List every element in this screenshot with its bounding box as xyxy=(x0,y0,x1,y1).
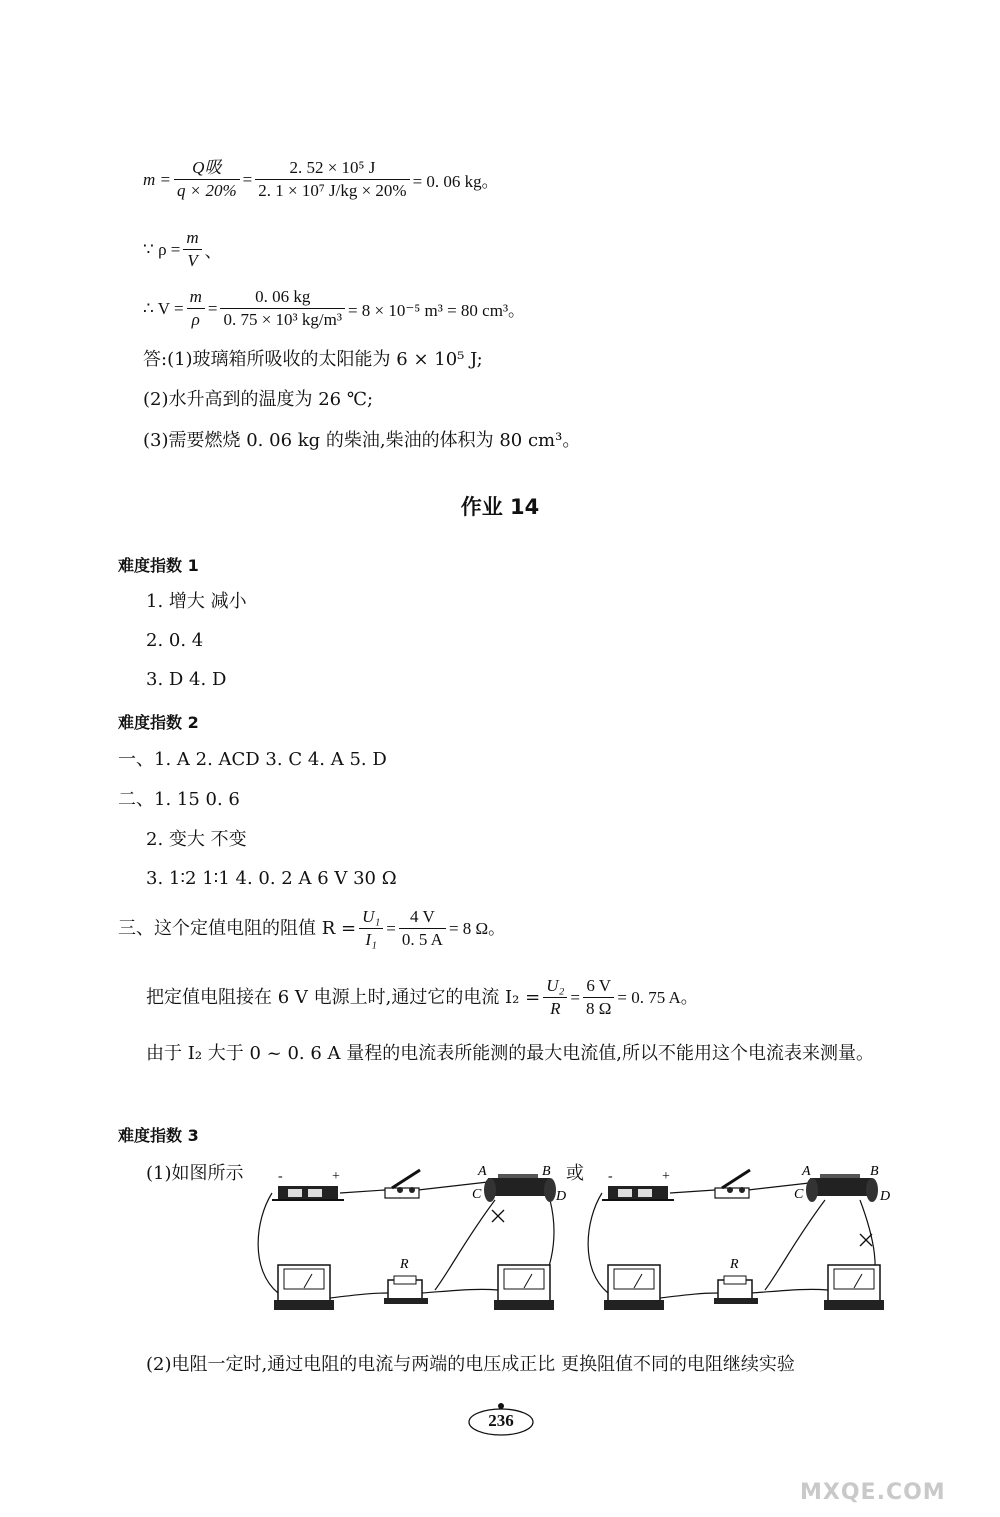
difficulty-3-heading: 难度指数 3 xyxy=(118,1126,199,1145)
d2-part-2-2: 2. 变大 不变 xyxy=(146,829,247,850)
voltmeter-icon xyxy=(604,1265,664,1310)
m-eq-lhs: m = xyxy=(143,169,171,189)
difficulty-1-heading: 难度指数 1 xyxy=(118,556,199,575)
d2-part-2-1: 二、1. 15 0. 6 xyxy=(118,789,240,810)
battery-icon xyxy=(272,1186,344,1200)
d1-answer-1: 1. 增大 减小 xyxy=(146,591,247,612)
page-number-badge xyxy=(466,1402,536,1438)
svg-text:A: A xyxy=(478,1164,487,1179)
svg-text:C: C xyxy=(794,1187,804,1202)
or-label: 或 xyxy=(566,1163,584,1184)
svg-text:C: C xyxy=(472,1187,482,1202)
d1-answer-2: 2. 0. 4 xyxy=(146,630,204,651)
mass-equation: m = $\frac{\text{Q吸}}{q \times 20\%}$ = $\frac{\text{2. 52 × 10⁵ J}}{\text{2. 1 × 10⁷ J/kg × 20\%}}$ = 0. 06 kg。 xyxy=(143,158,499,200)
plus-label: + xyxy=(332,1169,340,1184)
m-eq-result: = 0. 06 kg。 xyxy=(412,172,499,191)
circuit-diagram-1 xyxy=(250,1160,570,1340)
page-number: 236 xyxy=(488,1411,514,1430)
fraction-q-over-q20: $\frac{\text{Q吸}}{q \times 20\%}$ xyxy=(174,158,240,201)
q2-answer: (2)电阻一定时,通过电阻的电流与两端的电压成正比 更换阻值不同的电阻继续实验 xyxy=(146,1354,795,1375)
circuit-diagram-2 xyxy=(580,1160,900,1340)
answer-line-2: (2)水升高到的温度为 26 ℃; xyxy=(143,389,374,410)
cross-mark-icon xyxy=(860,1234,872,1246)
minus-label: - xyxy=(278,1169,283,1184)
difficulty-2-heading: 难度指数 2 xyxy=(118,713,199,732)
section-title: 作业 14 xyxy=(460,495,540,519)
resistor-icon xyxy=(714,1276,758,1304)
switch-icon xyxy=(715,1170,750,1198)
q1-label: (1)如图所示 xyxy=(146,1163,244,1184)
ammeter-icon xyxy=(494,1265,554,1310)
rheostat-icon xyxy=(806,1174,878,1202)
cross-mark-icon xyxy=(492,1210,504,1222)
d2-part-3-line-1: 三、这个定值电阻的阻值 R = $\frac{\text{U₁}}{\text{I₁}}$ = $\frac{4 V}{0. 5 A}$ = 8 Ω。 xyxy=(118,907,506,949)
volume-equation: ∴ V = $\frac{m}{\rho}$ = $\frac{0. 06 kg}{\text{0. 75 × 10³ kg/m³}}$ = 8 × 10⁻⁵ m³ = 80 cm³。 xyxy=(143,287,526,329)
svg-text:A: A xyxy=(802,1164,811,1179)
svg-text:B: B xyxy=(542,1164,551,1179)
svg-text:D: D xyxy=(880,1189,891,1204)
svg-text:-: - xyxy=(608,1169,613,1184)
d2-part-3-line-3: 由于 I₂ 大于 0 ~ 0. 6 A 量程的电流表所能测的最大电流值,所以不能用这个电流表来测量。 xyxy=(146,1043,874,1064)
d2-part-1: 一、1. A 2. ACD 3. C 4. A 5. D xyxy=(118,749,387,770)
d2-part-2-3: 3. 1∶2 1∶1 4. 0. 2 A 6 V 30 Ω xyxy=(146,868,397,889)
voltmeter-icon xyxy=(274,1265,334,1310)
resistor-icon xyxy=(384,1276,428,1304)
density-equation: ∵ ρ = $\frac{m}{V}$ 、 xyxy=(143,228,222,270)
answer-line-1: 答:(1)玻璃箱所吸收的太阳能为 6 × 10⁵ J; xyxy=(143,349,483,370)
svg-text:R: R xyxy=(730,1257,739,1272)
switch-icon xyxy=(385,1170,420,1198)
battery-icon xyxy=(602,1186,674,1200)
svg-text:D: D xyxy=(556,1189,567,1204)
fraction-heat-values: $\frac{\text{2. 52 × 10⁵ J}}{\text{2. 1 × 10⁷ J/kg × 20\%}}$ xyxy=(255,158,409,201)
watermark: MXQE.COM xyxy=(800,1480,946,1505)
d1-answer-3: 3. D 4. D xyxy=(146,669,227,690)
svg-text:R: R xyxy=(400,1257,409,1272)
svg-text:+: + xyxy=(662,1169,670,1184)
ammeter-icon xyxy=(824,1265,884,1310)
d2-part-3-line-2: 把定值电阻接在 6 V 电源上时,通过它的电流 I₂ = $\frac{\text{U₂}}{R}$ = $\frac{6 V}{8 \Omega}$ = 0. 75 A。 xyxy=(146,976,698,1018)
answer-line-3: (3)需要燃烧 0. 06 kg 的柴油,柴油的体积为 80 cm³。 xyxy=(143,430,581,451)
svg-text:B: B xyxy=(870,1164,879,1179)
